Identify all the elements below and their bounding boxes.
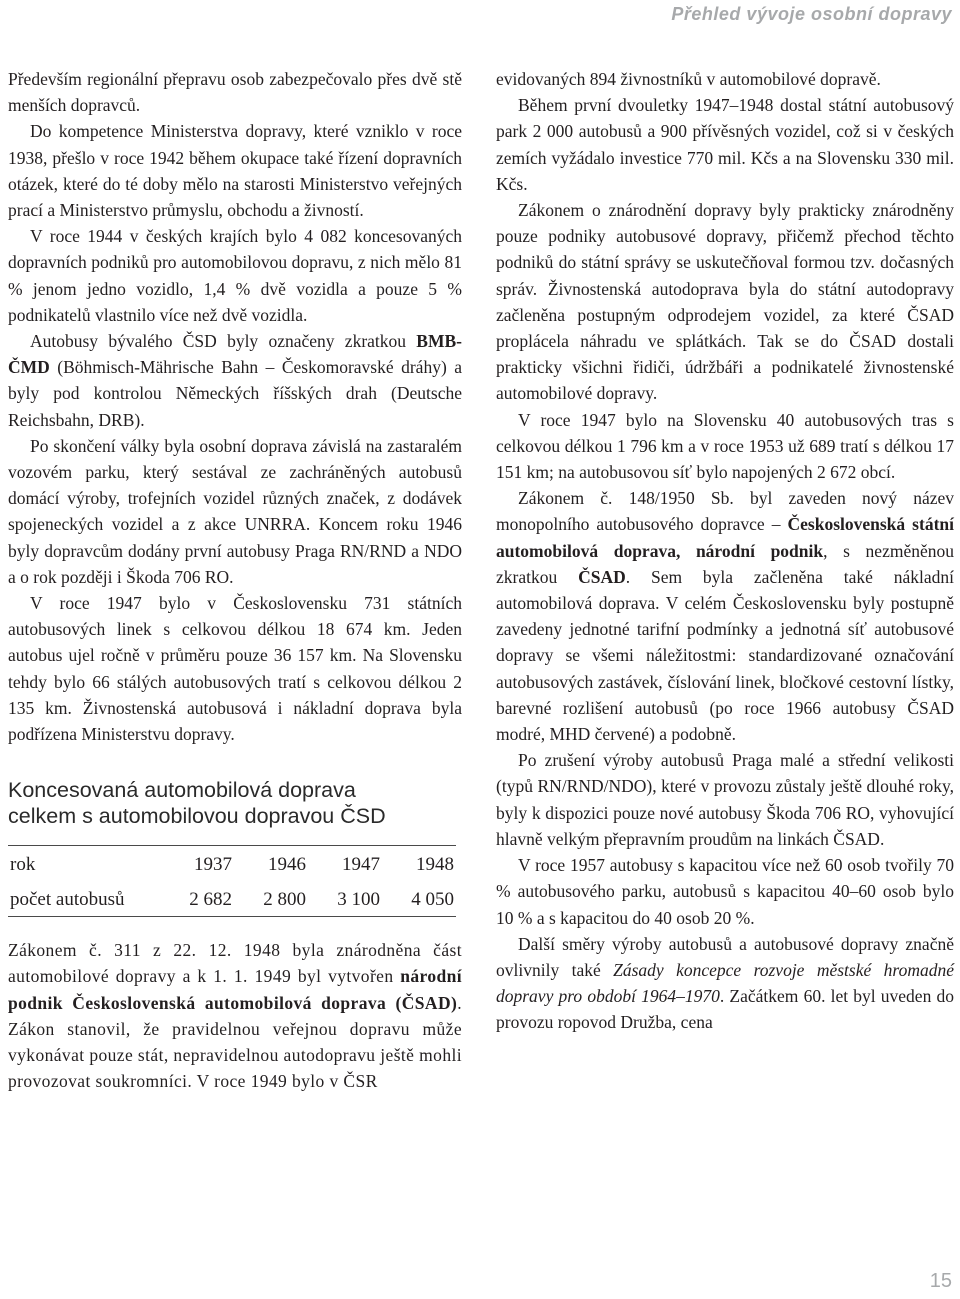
text-run: Další směry výroby autobusů a autobusové dopravy značně ovlivnily také	[496, 933, 954, 980]
count-cell: 3 100	[337, 889, 380, 911]
paragraph: Po zrušení výroby autobusů Praga malé a střední velikosti (typů RN/RND/NDO), které v provozu zůstaly ještě dlouhé roky, byly k dispozici pouze nové autobusy Škoda 706 RO, vyhovující hlavně velkým přepravním proudům na linkách ČSAD.	[496, 750, 954, 849]
bold-term: Československá státní automobilová doprava, národní podnik	[496, 514, 954, 561]
table-title-line: celkem s automobilovou dopravou ČSD	[8, 804, 386, 829]
page-number: 15	[929, 1270, 952, 1292]
table-title	[8, 777, 462, 829]
paragraph	[8, 937, 462, 1094]
paragraph: evidovaných 894 živnostníků v automobilové dopravě.	[496, 69, 881, 89]
bold-term: ČSAD	[578, 566, 626, 587]
year-cell: 1937	[194, 854, 232, 876]
row-label: počet autobusů	[10, 889, 125, 911]
row-label: rok	[10, 854, 36, 876]
text-run: (Böhmisch-Mährische Bahn – Českomoravské dráhy) a byly pod kontrolou Německých říšských drah (Deutsche Reichsbahn, DRB).	[8, 357, 462, 430]
count-cell: 4 050	[411, 889, 454, 911]
bold-term: národní podnik Československá automobilová doprava (ČSAD)	[8, 966, 462, 1013]
paragraph: Do kompetence Ministerstva dopravy, které vzniklo v roce 1938, přešlo v roce 1942 během okupace také řízení dopravních otázek, které do té doby mělo na starosti Ministerstvo veřejných prací a Ministerstvo průmyslu, obchodu a živností.	[8, 121, 462, 221]
text-run: . Sem byla začleněna také nákladní automobilová doprava. V celém Československu byly postupně zavedeny jednotné tarifní podmínky a jednotná síť autobusové dopravy se všemi náležitostmi: standardizované označování autobusových zastávek, číslování linek, bločkové cestovní lístky, barevné rozlišení autobusů (po roce 1966 autobusy ČSAD modré, MHD červené) a podobně.	[496, 566, 954, 745]
paragraph: Po skončení války byla osobní doprava závislá na zastaralém vozovém parku, který sestával ze zachráněných autobusů domácí výroby, trofejních vozidel různých značek, z dodávek spojeneckých vozidel a z akce UNRRA. Koncem roku 1946 byly dopravcům dodány první autobusy Praga RN/RND a NDO a o rok později i Škoda 706 RO.	[8, 435, 462, 587]
right-column	[496, 66, 954, 1036]
table-row	[8, 846, 456, 882]
paragraph: Zákonem o znárodnění dopravy byly prakticky znárodněny pouze podniky autobusové dopravy, přičemž přechod těchto podniků do státní správy se uskutečňoval formou tzv. dočasných správ. Živnostenská autodoprava byla do státní autodopravy začleněna postupným odprodejem vozidel, za které ČSAD proplácela náhradu ve splátkách. Tak se do ČSAD dostali prakticky všichni řidiči, údržbáři a podnikatelé živnostenské automobilové dopravy.	[496, 200, 954, 404]
paragraph	[496, 485, 954, 747]
year-cell: 1946	[268, 854, 306, 876]
text-run: , s nezměněnou zkratkou	[496, 540, 954, 587]
count-cell: 2 682	[189, 889, 232, 911]
year-cell: 1948	[416, 854, 454, 876]
paragraph: Během první dvouletky 1947–1948 dostal státní autobusový park 2 000 autobusů a 900 přívěsných vozidel, což si v českých zemích vyžádalo investice 770 mil. Kčs a na Slovensku 330 mil. Kčs.	[496, 95, 954, 194]
italic-title: Zásady koncepce rozvoje městské hromadné dopravy pro období 1964–1970	[496, 959, 954, 1007]
table-title-line: Koncesovaná automobilová doprava	[8, 778, 356, 803]
table-row	[8, 881, 456, 917]
paragraph: V roce 1944 v českých krajích bylo 4 082 koncesovaných dopravních podniků pro automobilovou dopravu, z nich mělo 81 % jenom jedno vozidlo, 1,4 % dvě vozidla a pouze 5 % podnikatelů vlastnilo více než dvě vozidla.	[8, 226, 462, 325]
text-run: Zákonem č. 148/1950 Sb. byl zaveden nový název monopolního autobusového dopravce –	[496, 488, 954, 535]
bus-count-table	[8, 845, 456, 917]
text-run: Zákonem č. 311 z 22. 12. 1948 byla znárodněna část automobilové dopravy a k 1. 1. 1949 byl vytvořen	[8, 940, 462, 987]
paragraph	[496, 931, 954, 1036]
text-run: . Zákon stanovil, že pravidelnou veřejnou dopravu může vykonávat pouze stát, nepravidelnou autodopravu ještě mohli provozovat soukromníci. V roce 1949 bylo v ČSR	[8, 992, 462, 1092]
count-cell: 2 800	[263, 889, 306, 911]
paragraph: V roce 1957 autobusy s kapacitou více než 60 osob tvořily 70 % autobusového parku, autobusů s kapacitou 40–60 osob bylo 10 % a s kapacitou do 40 osob 20 %.	[496, 855, 954, 928]
text-run: . Začátkem 60. let byl uveden do provozu ropovod Družba, cena	[496, 986, 954, 1033]
paragraph: V roce 1947 bylo v Československu 731 státních autobusových linek s celkovou délkou 18 674 km. Jeden autobus ujel ročně v průměru pouze 36 157 km. Na Slovensku tehdy bylo 66 stálých autobusových tratí s celkovou délkou 2 135 km. Živnostenská autobusová i nákladní doprava byla podřízena Ministerstvu dopravy.	[8, 593, 462, 745]
paragraph: Především regionální přepravu osob zabezpečovalo přes dvě stě menších dopravců.	[8, 69, 462, 116]
text-run: Autobusy bývalého ČSD byly označeny zkratkou	[30, 331, 417, 352]
paragraph: V roce 1947 bylo na Slovensku 40 autobusových tras s celkovou délkou 1 796 km a v roce 1953 už 689 tratí s délkou 17 151 km; na autobusovou síť bylo napojených 2 672 obcí.	[496, 409, 954, 483]
left-column	[8, 66, 462, 1095]
bold-term: BMB-ČMD	[8, 331, 462, 378]
paragraph	[8, 328, 462, 433]
year-cell: 1947	[342, 854, 380, 876]
running-header: Přehled vývoje osobní dopravy	[671, 4, 952, 24]
